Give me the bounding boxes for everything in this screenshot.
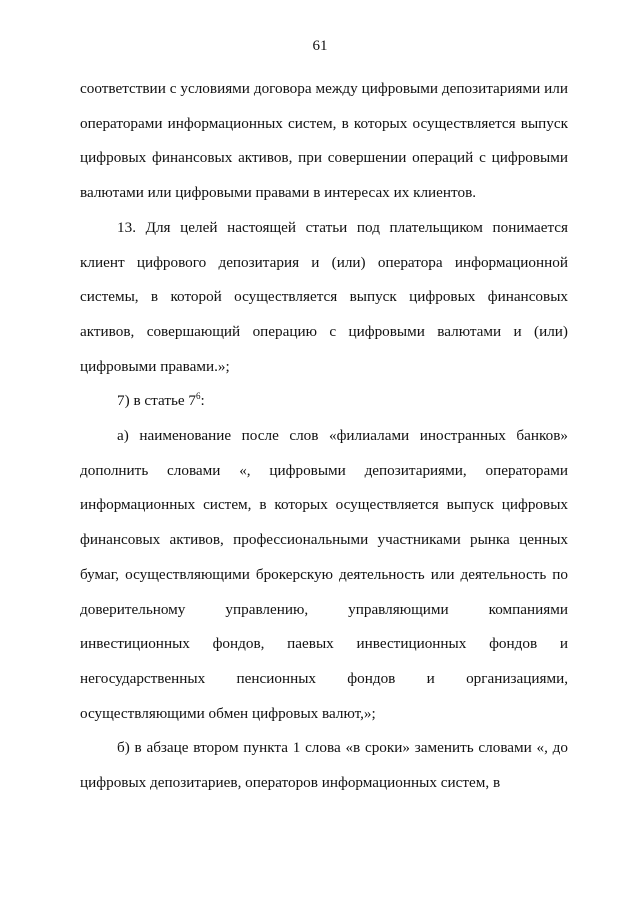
- item-7-superscript: 6: [196, 391, 201, 402]
- page-number: 61: [312, 38, 328, 54]
- item-7-colon: :: [200, 392, 205, 410]
- paragraph-subitem-b: б) в абзаце втором пункта 1 слова «в сроки» заменить словами «, до цифровых депозитариев, операторов информационных систем, в: [80, 739, 568, 792]
- document-body: [80, 72, 568, 801]
- paragraph-continuation: соответствии с условиями договора между цифровыми депозитариями или операторами информационных систем, в которых осуществляется выпуск цифровых финансовых активов, при совершении операций с цифровыми валютами или цифровыми правами в интересах их клиентов.: [80, 80, 568, 202]
- paragraph-item-13: 13. Для целей настоящей статьи под плательщиком понимается клиент цифрового депозитария и (или) оператора информационной системы, в которой осуществляется выпуск цифровых финансовых активов, совершающий операцию с цифровыми валютами и (или) цифровыми правами.»;: [80, 218, 568, 375]
- item-7-text: 7) в статье 7: [117, 392, 197, 410]
- paragraph-subitem-a: а) наименование после слов «филиалами иностранных банков» дополнить словами «, цифровыми депозитариями, операторами информационных систем, в которых осуществляется выпуск цифровых финансовых активов, профессиональными участниками рынка ценных бумаг, осуществляющими брокерскую деятельность или деятельность по доверительному управлению, управляющими компаниями инвестиционных фондов, паевых инвестиционных фондов и негосударственных пенсионных фондов и организациями, осуществляющими обмен цифровых валют,»;: [80, 427, 568, 722]
- paragraph-item-7: [80, 384, 568, 419]
